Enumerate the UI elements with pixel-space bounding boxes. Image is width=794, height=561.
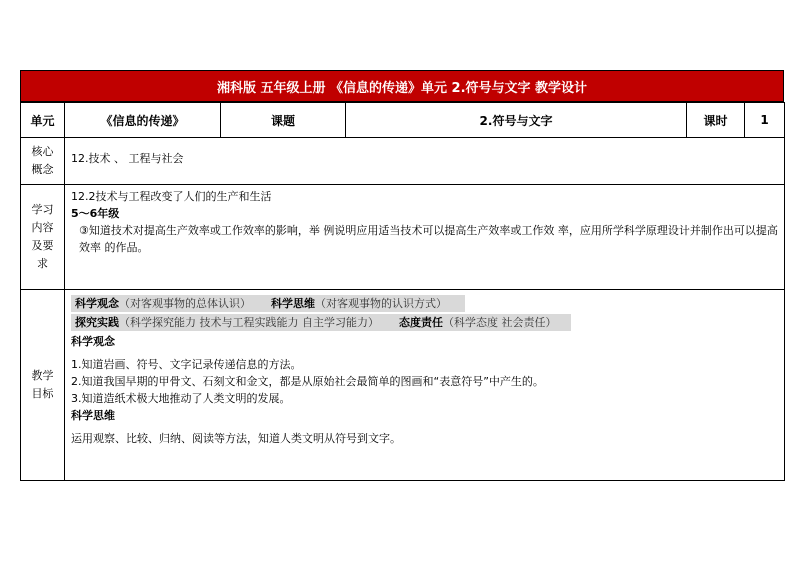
thinking-goal-text: 运用观察、比较、归纳、阅读等方法，知道人类文明从符号到文字。 bbox=[71, 432, 401, 445]
title-banner: 湘科版 五年级上册 《信息的传递》单元 2.符号与文字 教学设计 bbox=[20, 70, 784, 102]
goal-item: 3.知道造纸术极大地推动了人类文明的发展。 bbox=[71, 392, 291, 405]
lesson-value: 2.符号与文字 bbox=[346, 103, 687, 138]
teaching-goals-row bbox=[21, 290, 785, 481]
core-concept-content: 12.技术 、 工程与社会 bbox=[65, 138, 785, 185]
learning-standard: 12.2技术与工程改变了人们的生产和生活 bbox=[71, 190, 272, 203]
learning-content bbox=[65, 185, 785, 290]
lesson-label: 课题 bbox=[221, 103, 346, 138]
core-concept-row bbox=[21, 138, 785, 185]
unit-label: 单元 bbox=[21, 103, 65, 138]
goal-tag-thinking: 科学思维（对客观事物的认识方式） bbox=[253, 295, 465, 312]
learning-requirement: ③知道技术对提高生产效率或工作效率的影响，举 例说明应用适当技术可以提高生产效率或工作效 率，应用所学科学原理设计并制作出可以提高效率 的作品。 bbox=[79, 224, 778, 254]
learning-content-label: 学习 内容 及要 求 bbox=[21, 185, 65, 290]
period-label: 课时 bbox=[687, 103, 745, 138]
learning-content-row bbox=[21, 185, 785, 290]
goal-item: 1.知道岩画、符号、文字记录传递信息的方法。 bbox=[71, 358, 302, 371]
grade-range: 5～6年级 bbox=[71, 207, 120, 220]
section-title-thinking: 科学思维 bbox=[71, 409, 115, 422]
header-row bbox=[21, 103, 785, 138]
section-title-concept: 科学观念 bbox=[71, 335, 115, 348]
goal-tags-row-1 bbox=[71, 295, 778, 312]
goal-tags-row-2 bbox=[71, 314, 778, 331]
core-concept-label: 核心 概念 bbox=[21, 138, 65, 185]
teaching-goals-label: 教学 目标 bbox=[21, 290, 65, 481]
goal-tag-concept: 科学观念（对客观事物的总体认识） bbox=[71, 295, 255, 312]
teaching-goals-content bbox=[65, 290, 785, 481]
unit-value: 《信息的传递》 bbox=[65, 103, 221, 138]
lesson-plan-table bbox=[20, 102, 785, 481]
lesson-plan-page bbox=[20, 70, 784, 481]
goal-item: 2.知道我国早期的甲骨文、石刻文和金文，都是从原始社会最简单的图画和“表意符号”中产生的。 bbox=[71, 375, 544, 388]
goal-tag-attitude: 态度责任（科学态度 社会责任） bbox=[381, 314, 571, 331]
goal-tag-practice: 探究实践（科学探究能力 技术与工程实践能力 自主学习能力） bbox=[71, 314, 383, 331]
period-value: 1 bbox=[745, 103, 785, 138]
